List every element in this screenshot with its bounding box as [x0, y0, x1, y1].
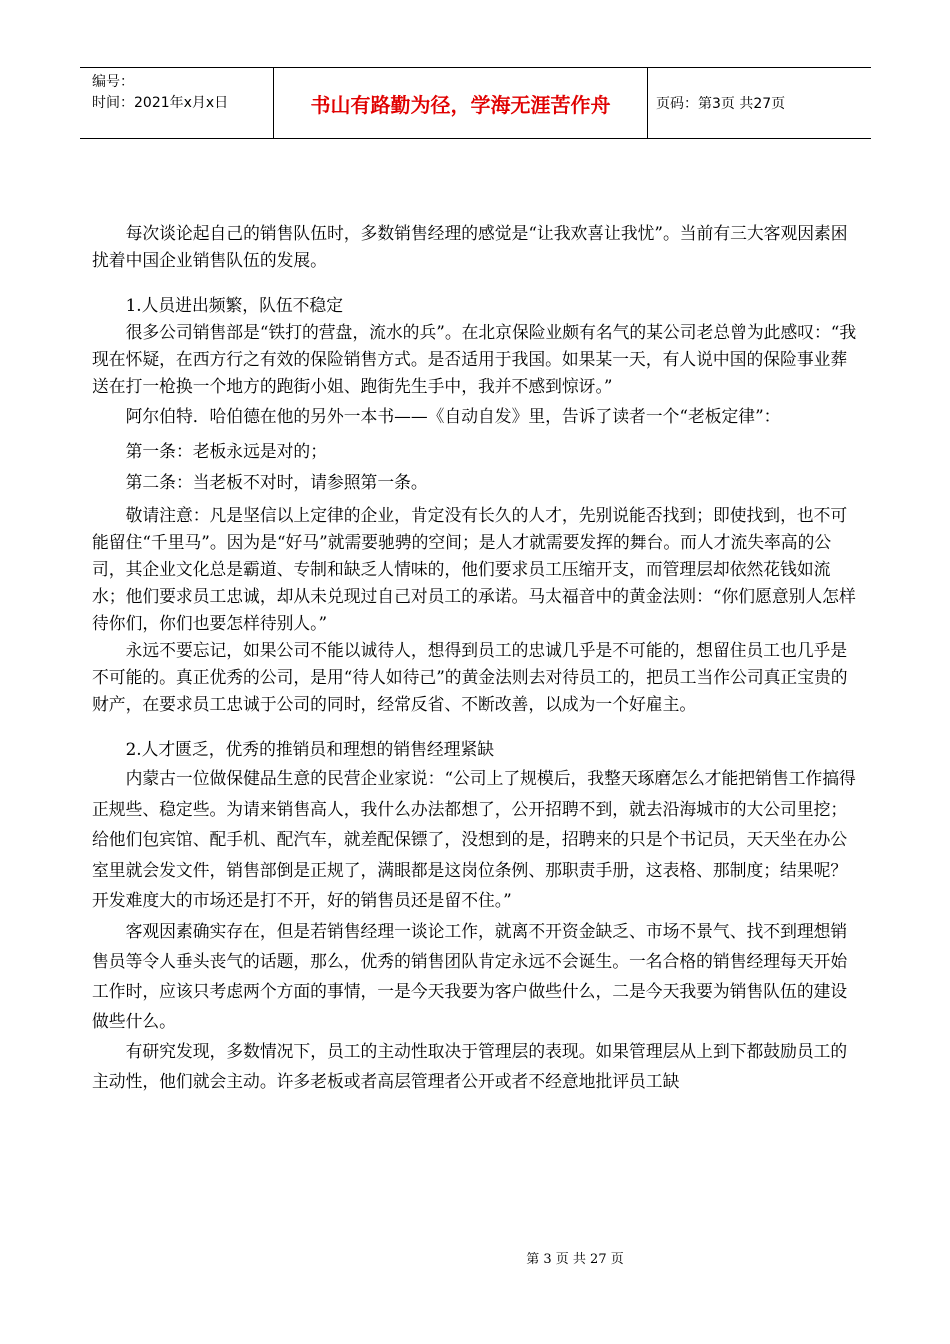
- header-meta: [80, 68, 274, 138]
- section-heading-1: 1.人员进出频繁，队伍不稳定: [125, 295, 343, 316]
- paragraph: 阿尔伯特．哈伯德在他的另外一本书——《自动自发》里，告诉了读者一个“老板定律”：: [125, 405, 781, 426]
- paragraph: 内蒙古一位做保健品生意的民营企业家说：“公司上了规模后，我整天琢磨怎么才能把销售工作搞得正规些、稳定些。为请来销售高人，我什么办法都想了，公开招聘不到，就去沿海城市的大公司里挖；给他们包宾馆、配手机、配汽车，就差配保镖了，没想到的是，招聘来的只是个书记员，天天坐在办公室里就会发文件，销售部倒是正规了，满眼都是这岗位条例、那职责手册，这表格、那制度；结果呢？开发难度大的市场还是打不开，好的销售员还是留不住。”: [92, 768, 856, 911]
- document-date-label: 时间：2021年x月x日: [92, 95, 229, 111]
- paragraph: 有研究发现，多数情况下，员工的主动性取决于管理层的表现。如果管理层从上到下都鼓励员工的主动性，他们就会主动。许多老板或者高层管理者公开或者不经意地批评员工缺: [92, 1040, 848, 1091]
- paragraph: 很多公司销售部是“铁打的营盘，流水的兵”。在北京保险业颇有名气的某公司老总曾为此感叹：“我现在怀疑，在西方行之有效的保险销售方式。是否适用于我国。如果某一天，有人说中国的保险事业葬送在打一枪换一个地方的跑街小姐、跑街先生手中，我并不感到惊讶。”: [92, 322, 857, 397]
- page-header: [80, 67, 871, 139]
- body-text: [92, 220, 858, 1096]
- paragraph: 敬请注意：凡是坚信以上定律的企业，肯定没有长久的人才，先别说能否找到；即使找到，也不可能留住“千里马”。因为是“好马”就需要驰骋的空间；是人才就需要发挥的舞台。而人才流失率高的公司，其企业文化总是霸道、专制和缺乏人情味的，他们要求员工压缩开支，而管理层却依然花钱如流水；他们要求员工忠诚，却从未兑现过自己对员工的承诺。马太福音中的黄金法则：“你们愿意别人怎样待你们，你们也要怎样待别人。”: [92, 504, 856, 633]
- document-number-label: 编号：: [92, 74, 134, 90]
- paragraph: 客观因素确实存在，但是若销售经理一谈论工作，就离不开资金缺乏、市场不景气、找不到理想销售员等令人垂头丧气的话题，那么，优秀的销售团队肯定永远不会诞生。一名合格的销售经理每天开始工作时，应该只考虑两个方面的事情，一是今天我要为客户做些什么，二是今天我要为销售队伍的建设做些什么。: [92, 920, 848, 1031]
- rule-item-2: 第二条：当老板不对时，请参照第一条。: [125, 471, 428, 492]
- paragraph: 永远不要忘记，如果公司不能以诚待人，想得到员工的忠诚几乎是不可能的，想留住员工也几乎是不可能的。真正优秀的公司，是用“待人如待己”的黄金法则去对待员工的，把员工当作公司真正宝贵的财产，在要求员工忠诚于公司的同时，经常反省、不断改善，以成为一个好雇主。: [92, 640, 848, 715]
- page-footer: [0, 1248, 950, 1267]
- footer-page-number: 第 3 页 共 27 页: [526, 1252, 624, 1267]
- rule-item-1: 第一条：老板永远是对的；: [125, 440, 327, 461]
- paragraph-intro: 每次谈论起自己的销售队伍时，多数销售经理的感觉是“让我欢喜让我忧”。当前有三大客观因素困扰着中国企业销售队伍的发展。: [92, 223, 848, 271]
- header-page-info: 页码：第3页 共27页: [656, 96, 786, 112]
- section-heading-2: 2.人才匮乏，优秀的推销员和理想的销售经理紧缺: [125, 739, 495, 760]
- header-motto: 书山有路勤为径，学海无涯苦作舟: [274, 68, 648, 138]
